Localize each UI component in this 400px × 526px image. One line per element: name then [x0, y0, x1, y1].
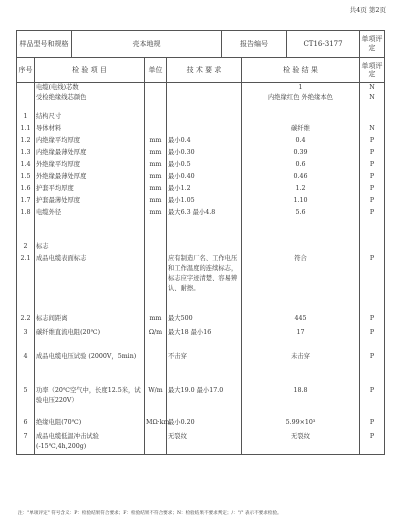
row-item: 绝缘电阻(70℃) [35, 418, 145, 432]
table-row [17, 148, 385, 160]
row-result [242, 242, 360, 254]
row-item: 外绝缘平均厚度 [35, 160, 145, 172]
row-unit: mm [145, 196, 167, 208]
table-row [17, 93, 385, 112]
row-requirement: 最大500 [167, 314, 242, 328]
row-unit [145, 352, 167, 386]
row-eval [360, 112, 385, 124]
row-item: 外绝缘最薄处厚度 [35, 172, 145, 184]
row-item: 护套平均厚度 [35, 184, 145, 196]
table-row [17, 196, 385, 208]
table-row [17, 124, 385, 136]
row-seq: 4 [17, 352, 35, 386]
row-item: 电缆(电线)芯数 [35, 83, 145, 94]
row-result [242, 112, 360, 124]
row-seq: 2 [17, 242, 35, 254]
test-results-table [16, 57, 385, 455]
row-result: 18.8 [242, 386, 360, 418]
table-row [17, 112, 385, 124]
row-eval: P [360, 254, 385, 314]
row-requirement: 最小0.4 [167, 136, 242, 148]
table-row [17, 172, 385, 184]
row-eval: P [360, 314, 385, 328]
row-unit: mm [145, 172, 167, 184]
sample-value: 壳本地规 [72, 31, 222, 58]
row-eval: N [360, 124, 385, 136]
row-requirement: 不击穿 [167, 352, 242, 386]
row-eval [360, 242, 385, 254]
row-seq: 2.2 [17, 314, 35, 328]
row-result: 无裂纹 [242, 432, 360, 454]
report-no-label: 报告编号 [222, 31, 287, 58]
row-item: 标志 [35, 242, 145, 254]
row-seq: 1 [17, 112, 35, 124]
row-eval: N [360, 83, 385, 94]
row-unit: mm [145, 160, 167, 172]
row-result: 1 [242, 83, 360, 94]
row-result: 17 [242, 328, 360, 352]
row-requirement [167, 83, 242, 94]
row-item: 内绝缘平均厚度 [35, 136, 145, 148]
row-result: 445 [242, 314, 360, 328]
page-counter: 共4页 第2页 [349, 6, 386, 14]
row-requirement: 最大18 最小16 [167, 328, 242, 352]
row-item: 成品电缆低温冲击试验(-15℃,4h,200g) [35, 432, 145, 454]
row-seq: 1.1 [17, 124, 35, 136]
row-unit [145, 124, 167, 136]
row-unit [145, 432, 167, 454]
row-eval: N [360, 93, 385, 112]
col-eval: 单项评定 [360, 58, 385, 83]
table-row [17, 160, 385, 172]
row-seq: 1.7 [17, 196, 35, 208]
row-item: 受检绝缘线芯颜色 [35, 93, 145, 112]
row-result: 5.6 [242, 208, 360, 242]
report-no-value: CT16-3177 [287, 31, 360, 58]
row-eval: P [360, 418, 385, 432]
row-result: 0.39 [242, 148, 360, 160]
header-table [16, 30, 385, 58]
table-row [17, 328, 385, 352]
sample-label: 样品型号和规格 [17, 31, 72, 58]
row-eval: P [360, 160, 385, 172]
row-eval: P [360, 196, 385, 208]
table-row [17, 208, 385, 242]
row-result: 1.10 [242, 196, 360, 208]
row-eval: P [360, 386, 385, 418]
col-unit: 单位 [145, 58, 167, 83]
table-row [17, 418, 385, 432]
row-requirement: 最大6.3 最小4.8 [167, 208, 242, 242]
row-result: 1.2 [242, 184, 360, 196]
table-row [17, 184, 385, 196]
row-eval: P [360, 208, 385, 242]
row-result: 内绝缘红色 外绝缘本色 [242, 93, 360, 112]
row-result: 碳纤维 [242, 124, 360, 136]
row-result: 0.6 [242, 160, 360, 172]
footnote: 注："单项评定" 符号含义：P：检验结果符合要求；F：检验结果不符合要求；N：检验结果不要求判定；/："/" 表示不要求检验。 [18, 511, 282, 516]
row-eval: P [360, 184, 385, 196]
row-item: 标志间距离 [35, 314, 145, 328]
row-item: 功率（20℃空气中，长度12.5米，试验电压220V） [35, 386, 145, 418]
row-seq [17, 93, 35, 112]
table-row [17, 352, 385, 386]
row-unit: mm [145, 314, 167, 328]
row-requirement: 最小1.2 [167, 184, 242, 196]
row-eval: P [360, 172, 385, 184]
row-unit: mm [145, 136, 167, 148]
row-unit: MΩ·km [145, 418, 167, 432]
row-eval: P [360, 328, 385, 352]
row-requirement [167, 93, 242, 112]
table-row [17, 254, 385, 314]
table-row [17, 314, 385, 328]
table-row [17, 242, 385, 254]
row-result: 0.4 [242, 136, 360, 148]
row-seq: 6 [17, 418, 35, 432]
row-requirement [167, 124, 242, 136]
table-row [17, 136, 385, 148]
row-seq: 1.6 [17, 184, 35, 196]
row-item: 导体材料 [35, 124, 145, 136]
table-row [17, 432, 385, 454]
row-item: 结构尺寸 [35, 112, 145, 124]
row-requirement: 应有制造厂名、工作电压和工作温度的连续标志，标志应字迹清楚、容易辨认、耐擦。 [167, 254, 242, 314]
row-item: 成品电缆表面标志 [35, 254, 145, 314]
col-item: 检 验 项 目 [35, 58, 145, 83]
table-row [17, 386, 385, 418]
row-seq: 3 [17, 328, 35, 352]
row-unit: mm [145, 184, 167, 196]
table-row [17, 83, 385, 94]
row-requirement: 无裂纹 [167, 432, 242, 454]
row-requirement: 最小0.30 [167, 148, 242, 160]
col-result: 检 验 结 果 [242, 58, 360, 83]
row-unit [145, 112, 167, 124]
row-item: 成品电缆电压试验 (2000V，5min) [35, 352, 145, 386]
row-unit: mm [145, 148, 167, 160]
row-seq [17, 83, 35, 94]
row-unit [145, 242, 167, 254]
row-seq: 1.4 [17, 160, 35, 172]
row-eval: P [360, 432, 385, 454]
row-requirement [167, 112, 242, 124]
row-unit: mm [145, 208, 167, 242]
row-requirement: 最小0.5 [167, 160, 242, 172]
row-seq: 1.8 [17, 208, 35, 242]
row-unit: W/m [145, 386, 167, 418]
row-result: 符合 [242, 254, 360, 314]
row-requirement: 最小1.05 [167, 196, 242, 208]
row-requirement [167, 242, 242, 254]
row-unit [145, 254, 167, 314]
row-result: 5.99×10³ [242, 418, 360, 432]
row-seq: 7 [17, 432, 35, 454]
col-requirement: 技 术 要 求 [167, 58, 242, 83]
row-seq: 1.2 [17, 136, 35, 148]
row-eval: P [360, 136, 385, 148]
row-unit: Ω/m [145, 328, 167, 352]
row-result: 未击穿 [242, 352, 360, 386]
row-item: 护套最薄处厚度 [35, 196, 145, 208]
row-unit [145, 83, 167, 94]
row-requirement: 最大19.0 最小17.0 [167, 386, 242, 418]
row-item: 碳纤维直流电阻(20℃) [35, 328, 145, 352]
row-unit [145, 93, 167, 112]
row-result: 0.46 [242, 172, 360, 184]
row-eval: P [360, 148, 385, 160]
row-requirement: 最小0.40 [167, 172, 242, 184]
row-seq: 5 [17, 386, 35, 418]
row-requirement: 最小0.20 [167, 418, 242, 432]
row-eval: P [360, 352, 385, 386]
row-seq: 2.1 [17, 254, 35, 314]
row-item: 电缆外径 [35, 208, 145, 242]
row-seq: 1.3 [17, 148, 35, 160]
row-seq: 1.5 [17, 172, 35, 184]
item-eval-label: 单项评定 [360, 31, 385, 58]
row-item: 内绝缘最薄处厚度 [35, 148, 145, 160]
col-seq: 序号 [17, 58, 35, 83]
